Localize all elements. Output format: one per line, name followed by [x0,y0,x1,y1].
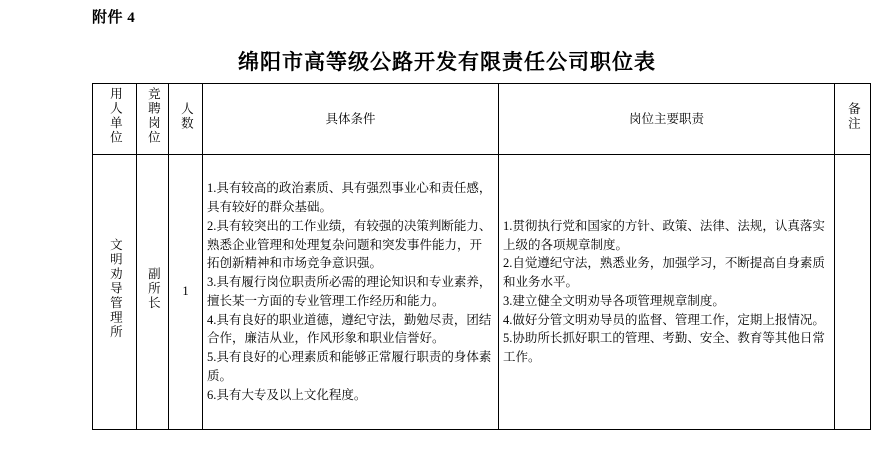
condition-line: 2.具有较突出的工作业绩，有较强的决策判断能力、熟悉企业管理和处理复杂问题和突发事件能力，开拓创新精神和市场竞争意识强。 [207,218,492,271]
table-row [93,154,871,429]
column-header-post [137,84,169,155]
column-header-conditions: 具体条件 [203,84,499,155]
page-title: 绵阳市高等级公路开发有限责任公司职位表 [238,50,656,74]
cell-note [835,154,871,429]
duty-line: 3.建立健全文明劝导各项管理规章制度。 [503,293,725,308]
condition-line: 6.具有大专及以上文化程度。 [207,387,367,402]
table-header-row [93,84,871,155]
duty-line: 2.自觉遵纪守法，熟悉业务，加强学习，不断提高自身素质和业务水平。 [503,256,825,289]
cell-post-label: 副所长 [146,267,161,311]
condition-line: 3.具有履行岗位职责所必需的理论知识和专业素养，擅长某一方面的专业管理工作经历和能力。 [207,275,492,308]
cell-unit [93,154,137,429]
cell-duties [499,154,835,429]
duty-line: 4.做好分管文明劝导员的监督、管理工作，定期上报情况。 [503,312,825,327]
condition-line: 1.具有较高的政治素质、具有强烈事业心和责任感，具有较好的群众基础。 [207,181,492,214]
column-header-count [169,84,203,155]
column-header-unit [93,84,137,155]
duty-line: 5.协助所长抓好职工的管理、考勤、安全、教育等其他日常工作。 [503,331,825,364]
duty-line: 1.贯彻执行党和国家的方针、政策、法律、法规，认真落实上级的各项规章制度。 [503,218,825,252]
column-header-unit-label: 用人单位 [108,87,123,145]
attachment-label: 附件 4 [92,10,136,26]
column-header-note-label: 备注 [846,101,861,131]
position-table [92,83,871,430]
column-header-post-label: 竞聘岗位 [146,87,161,145]
column-header-note [835,84,871,155]
cell-unit-label: 文明劝导管理所 [108,238,123,340]
cell-count: 1 [169,154,203,429]
column-header-count-label: 人数 [179,101,194,131]
column-header-duties: 岗位主要职责 [499,84,835,155]
condition-line: 5.具有良好的心理素质和能够正常履行职责的身体素质。 [207,350,492,383]
cell-post [137,154,169,429]
cell-conditions [203,154,499,429]
condition-line: 4.具有良好的职业道德，遵纪守法，勤勉尽责，团结合作，廉洁从业，作风形象和职业信誉好。 [207,312,492,346]
